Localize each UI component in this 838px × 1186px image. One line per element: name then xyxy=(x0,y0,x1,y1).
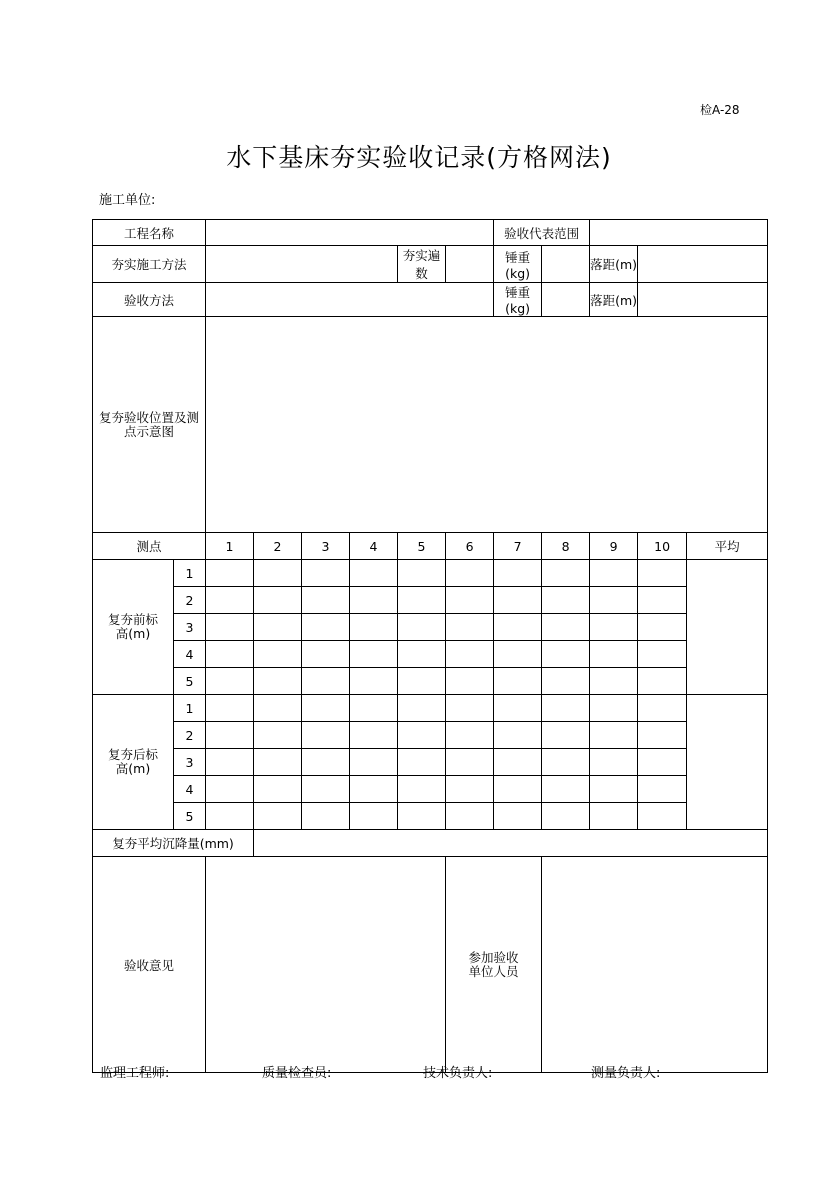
data-cell[interactable] xyxy=(446,803,494,830)
data-cell[interactable] xyxy=(638,695,687,722)
measure-point-header-row xyxy=(93,533,768,560)
data-cell[interactable] xyxy=(398,614,446,641)
data-cell[interactable] xyxy=(302,587,350,614)
row-number: 1 xyxy=(174,560,206,587)
data-cell[interactable] xyxy=(350,695,398,722)
data-cell[interactable] xyxy=(590,587,638,614)
data-cell[interactable] xyxy=(494,803,542,830)
data-cell[interactable] xyxy=(590,722,638,749)
data-cell[interactable] xyxy=(446,695,494,722)
data-cell[interactable] xyxy=(398,641,446,668)
data-cell[interactable] xyxy=(398,587,446,614)
column-header: 6 xyxy=(446,533,494,560)
row-number: 2 xyxy=(174,722,206,749)
data-cell[interactable] xyxy=(542,749,590,776)
compaction-passes-label: 夯实遍数 xyxy=(398,246,446,283)
data-cell[interactable] xyxy=(638,776,687,803)
after-elevation-label: 复夯后标高(m) xyxy=(93,695,174,830)
data-cell[interactable] xyxy=(590,614,638,641)
data-cell[interactable] xyxy=(446,614,494,641)
compaction-method-label: 夯实施工方法 xyxy=(93,246,206,283)
drop-height-label-2: 落距(m) xyxy=(590,283,638,317)
opinion-row xyxy=(93,857,768,1073)
data-cell[interactable] xyxy=(398,668,446,695)
after-row xyxy=(93,722,768,749)
data-cell[interactable] xyxy=(206,776,254,803)
data-cell[interactable] xyxy=(350,749,398,776)
hammer-weight-label-2: 锤重(kg) xyxy=(494,283,542,317)
settlement-label: 复夯平均沉降量(mm) xyxy=(93,830,254,857)
data-cell[interactable] xyxy=(446,560,494,587)
after-row xyxy=(93,776,768,803)
row-number: 4 xyxy=(174,641,206,668)
data-cell[interactable] xyxy=(398,803,446,830)
after-row xyxy=(93,803,768,830)
data-cell[interactable] xyxy=(494,776,542,803)
data-cell[interactable] xyxy=(590,668,638,695)
before-average-cell[interactable] xyxy=(687,560,768,695)
technical-lead-label: 技术负责人: xyxy=(423,1066,493,1081)
drop-height-value[interactable] xyxy=(638,246,768,283)
row-number: 4 xyxy=(174,776,206,803)
column-header: 10 xyxy=(638,533,687,560)
data-cell[interactable] xyxy=(350,587,398,614)
row-number: 3 xyxy=(174,749,206,776)
participants-value[interactable] xyxy=(542,857,768,1073)
data-cell[interactable] xyxy=(206,668,254,695)
data-cell[interactable] xyxy=(350,776,398,803)
data-cell[interactable] xyxy=(638,722,687,749)
data-cell[interactable] xyxy=(206,722,254,749)
form-code: 检A-28 xyxy=(700,103,740,117)
row-number: 3 xyxy=(174,614,206,641)
data-cell[interactable] xyxy=(350,560,398,587)
drop-height-label: 落距(m) xyxy=(590,246,638,283)
data-cell[interactable] xyxy=(254,722,302,749)
diagram-row xyxy=(93,317,768,533)
data-cell[interactable] xyxy=(542,587,590,614)
data-cell[interactable] xyxy=(542,722,590,749)
data-cell[interactable] xyxy=(638,641,687,668)
data-cell[interactable] xyxy=(542,668,590,695)
opinion-value[interactable] xyxy=(206,857,446,1073)
diagram-label: 复夯验收位置及测点示意图 xyxy=(93,317,206,533)
data-cell[interactable] xyxy=(302,668,350,695)
acceptance-range-value[interactable] xyxy=(590,220,768,246)
data-cell[interactable] xyxy=(542,695,590,722)
data-cell[interactable] xyxy=(350,641,398,668)
data-cell[interactable] xyxy=(254,695,302,722)
project-name-value[interactable] xyxy=(206,220,494,246)
data-cell[interactable] xyxy=(446,668,494,695)
acceptance-form-table xyxy=(92,219,768,1073)
data-cell[interactable] xyxy=(590,560,638,587)
column-header: 3 xyxy=(302,533,350,560)
diagram-area[interactable] xyxy=(206,317,768,533)
after-average-cell[interactable] xyxy=(687,695,768,830)
opinion-label: 验收意见 xyxy=(93,857,206,1073)
construction-unit-label: 施工单位: xyxy=(99,193,156,208)
row-number: 2 xyxy=(174,587,206,614)
acceptance-method-value[interactable] xyxy=(206,283,494,317)
column-header: 9 xyxy=(590,533,638,560)
data-cell[interactable] xyxy=(590,749,638,776)
row-number: 1 xyxy=(174,695,206,722)
data-cell[interactable] xyxy=(494,695,542,722)
project-name-label: 工程名称 xyxy=(93,220,206,246)
data-cell[interactable] xyxy=(254,668,302,695)
data-cell[interactable] xyxy=(638,749,687,776)
settlement-row xyxy=(93,830,768,857)
data-cell[interactable] xyxy=(590,641,638,668)
supervisor-label: 监理工程师: xyxy=(100,1066,170,1081)
data-cell[interactable] xyxy=(542,560,590,587)
data-cell[interactable] xyxy=(206,803,254,830)
page-title: 水下基床夯实验收记录(方格网法) xyxy=(226,143,612,172)
column-header: 1 xyxy=(206,533,254,560)
before-row xyxy=(93,641,768,668)
data-cell[interactable] xyxy=(254,776,302,803)
data-cell[interactable] xyxy=(590,803,638,830)
data-cell[interactable] xyxy=(494,722,542,749)
data-cell[interactable] xyxy=(542,803,590,830)
data-cell[interactable] xyxy=(350,803,398,830)
data-cell[interactable] xyxy=(638,803,687,830)
acceptance-method-label: 验收方法 xyxy=(93,283,206,317)
data-cell[interactable] xyxy=(302,803,350,830)
row-number: 5 xyxy=(174,668,206,695)
data-cell[interactable] xyxy=(446,776,494,803)
column-header: 7 xyxy=(494,533,542,560)
participants-label: 参加验收单位人员 xyxy=(446,857,542,1073)
hammer-weight-value-2[interactable] xyxy=(542,283,590,317)
data-cell[interactable] xyxy=(302,614,350,641)
before-row xyxy=(93,614,768,641)
data-cell[interactable] xyxy=(302,695,350,722)
data-cell[interactable] xyxy=(302,560,350,587)
data-cell[interactable] xyxy=(542,641,590,668)
data-cell[interactable] xyxy=(398,695,446,722)
acceptance-range-label: 验收代表范围 xyxy=(494,220,590,246)
data-cell[interactable] xyxy=(446,587,494,614)
before-row xyxy=(93,560,768,587)
data-cell[interactable] xyxy=(206,614,254,641)
data-cell[interactable] xyxy=(302,722,350,749)
before-row xyxy=(93,587,768,614)
data-cell[interactable] xyxy=(302,749,350,776)
before-elevation-label: 复夯前标高(m) xyxy=(93,560,174,695)
data-cell[interactable] xyxy=(494,560,542,587)
acceptance-method-row xyxy=(93,283,768,317)
hammer-weight-value[interactable] xyxy=(542,246,590,283)
data-cell[interactable] xyxy=(398,722,446,749)
column-header: 2 xyxy=(254,533,302,560)
before-row xyxy=(93,668,768,695)
data-cell[interactable] xyxy=(398,560,446,587)
compaction-passes-value[interactable] xyxy=(446,246,494,283)
data-cell[interactable] xyxy=(590,695,638,722)
compaction-method-row xyxy=(93,246,768,283)
data-cell[interactable] xyxy=(398,749,446,776)
data-cell[interactable] xyxy=(638,560,687,587)
column-header: 5 xyxy=(398,533,446,560)
data-cell[interactable] xyxy=(206,749,254,776)
data-cell[interactable] xyxy=(350,614,398,641)
after-row xyxy=(93,749,768,776)
data-cell[interactable] xyxy=(638,587,687,614)
data-cell[interactable] xyxy=(254,641,302,668)
row-number: 5 xyxy=(174,803,206,830)
measure-point-label: 测点 xyxy=(93,533,206,560)
drop-height-value-2[interactable] xyxy=(638,283,768,317)
data-cell[interactable] xyxy=(494,614,542,641)
quality-inspector-label: 质量检查员: xyxy=(262,1066,332,1081)
data-cell[interactable] xyxy=(446,641,494,668)
data-cell[interactable] xyxy=(254,560,302,587)
settlement-value[interactable] xyxy=(254,830,768,857)
data-cell[interactable] xyxy=(638,614,687,641)
data-cell[interactable] xyxy=(206,641,254,668)
data-cell[interactable] xyxy=(494,668,542,695)
data-cell[interactable] xyxy=(302,776,350,803)
data-cell[interactable] xyxy=(254,614,302,641)
average-header: 平均 xyxy=(687,533,768,560)
data-cell[interactable] xyxy=(494,749,542,776)
column-header: 4 xyxy=(350,533,398,560)
data-cell[interactable] xyxy=(542,776,590,803)
data-cell[interactable] xyxy=(398,776,446,803)
data-cell[interactable] xyxy=(350,668,398,695)
compaction-method-value[interactable] xyxy=(206,246,398,283)
project-name-row xyxy=(93,220,768,246)
after-row xyxy=(93,695,768,722)
data-cell[interactable] xyxy=(302,641,350,668)
data-cell[interactable] xyxy=(254,749,302,776)
data-cell[interactable] xyxy=(494,587,542,614)
data-cell[interactable] xyxy=(494,641,542,668)
data-cell[interactable] xyxy=(254,587,302,614)
survey-lead-label: 测量负责人: xyxy=(591,1066,661,1081)
hammer-weight-label: 锤重(kg) xyxy=(494,246,542,283)
data-cell[interactable] xyxy=(206,695,254,722)
data-cell[interactable] xyxy=(542,614,590,641)
data-cell[interactable] xyxy=(254,803,302,830)
column-header: 8 xyxy=(542,533,590,560)
data-cell[interactable] xyxy=(350,722,398,749)
data-cell[interactable] xyxy=(446,749,494,776)
data-cell[interactable] xyxy=(206,587,254,614)
data-cell[interactable] xyxy=(206,560,254,587)
data-cell[interactable] xyxy=(638,668,687,695)
data-cell[interactable] xyxy=(590,776,638,803)
data-cell[interactable] xyxy=(446,722,494,749)
